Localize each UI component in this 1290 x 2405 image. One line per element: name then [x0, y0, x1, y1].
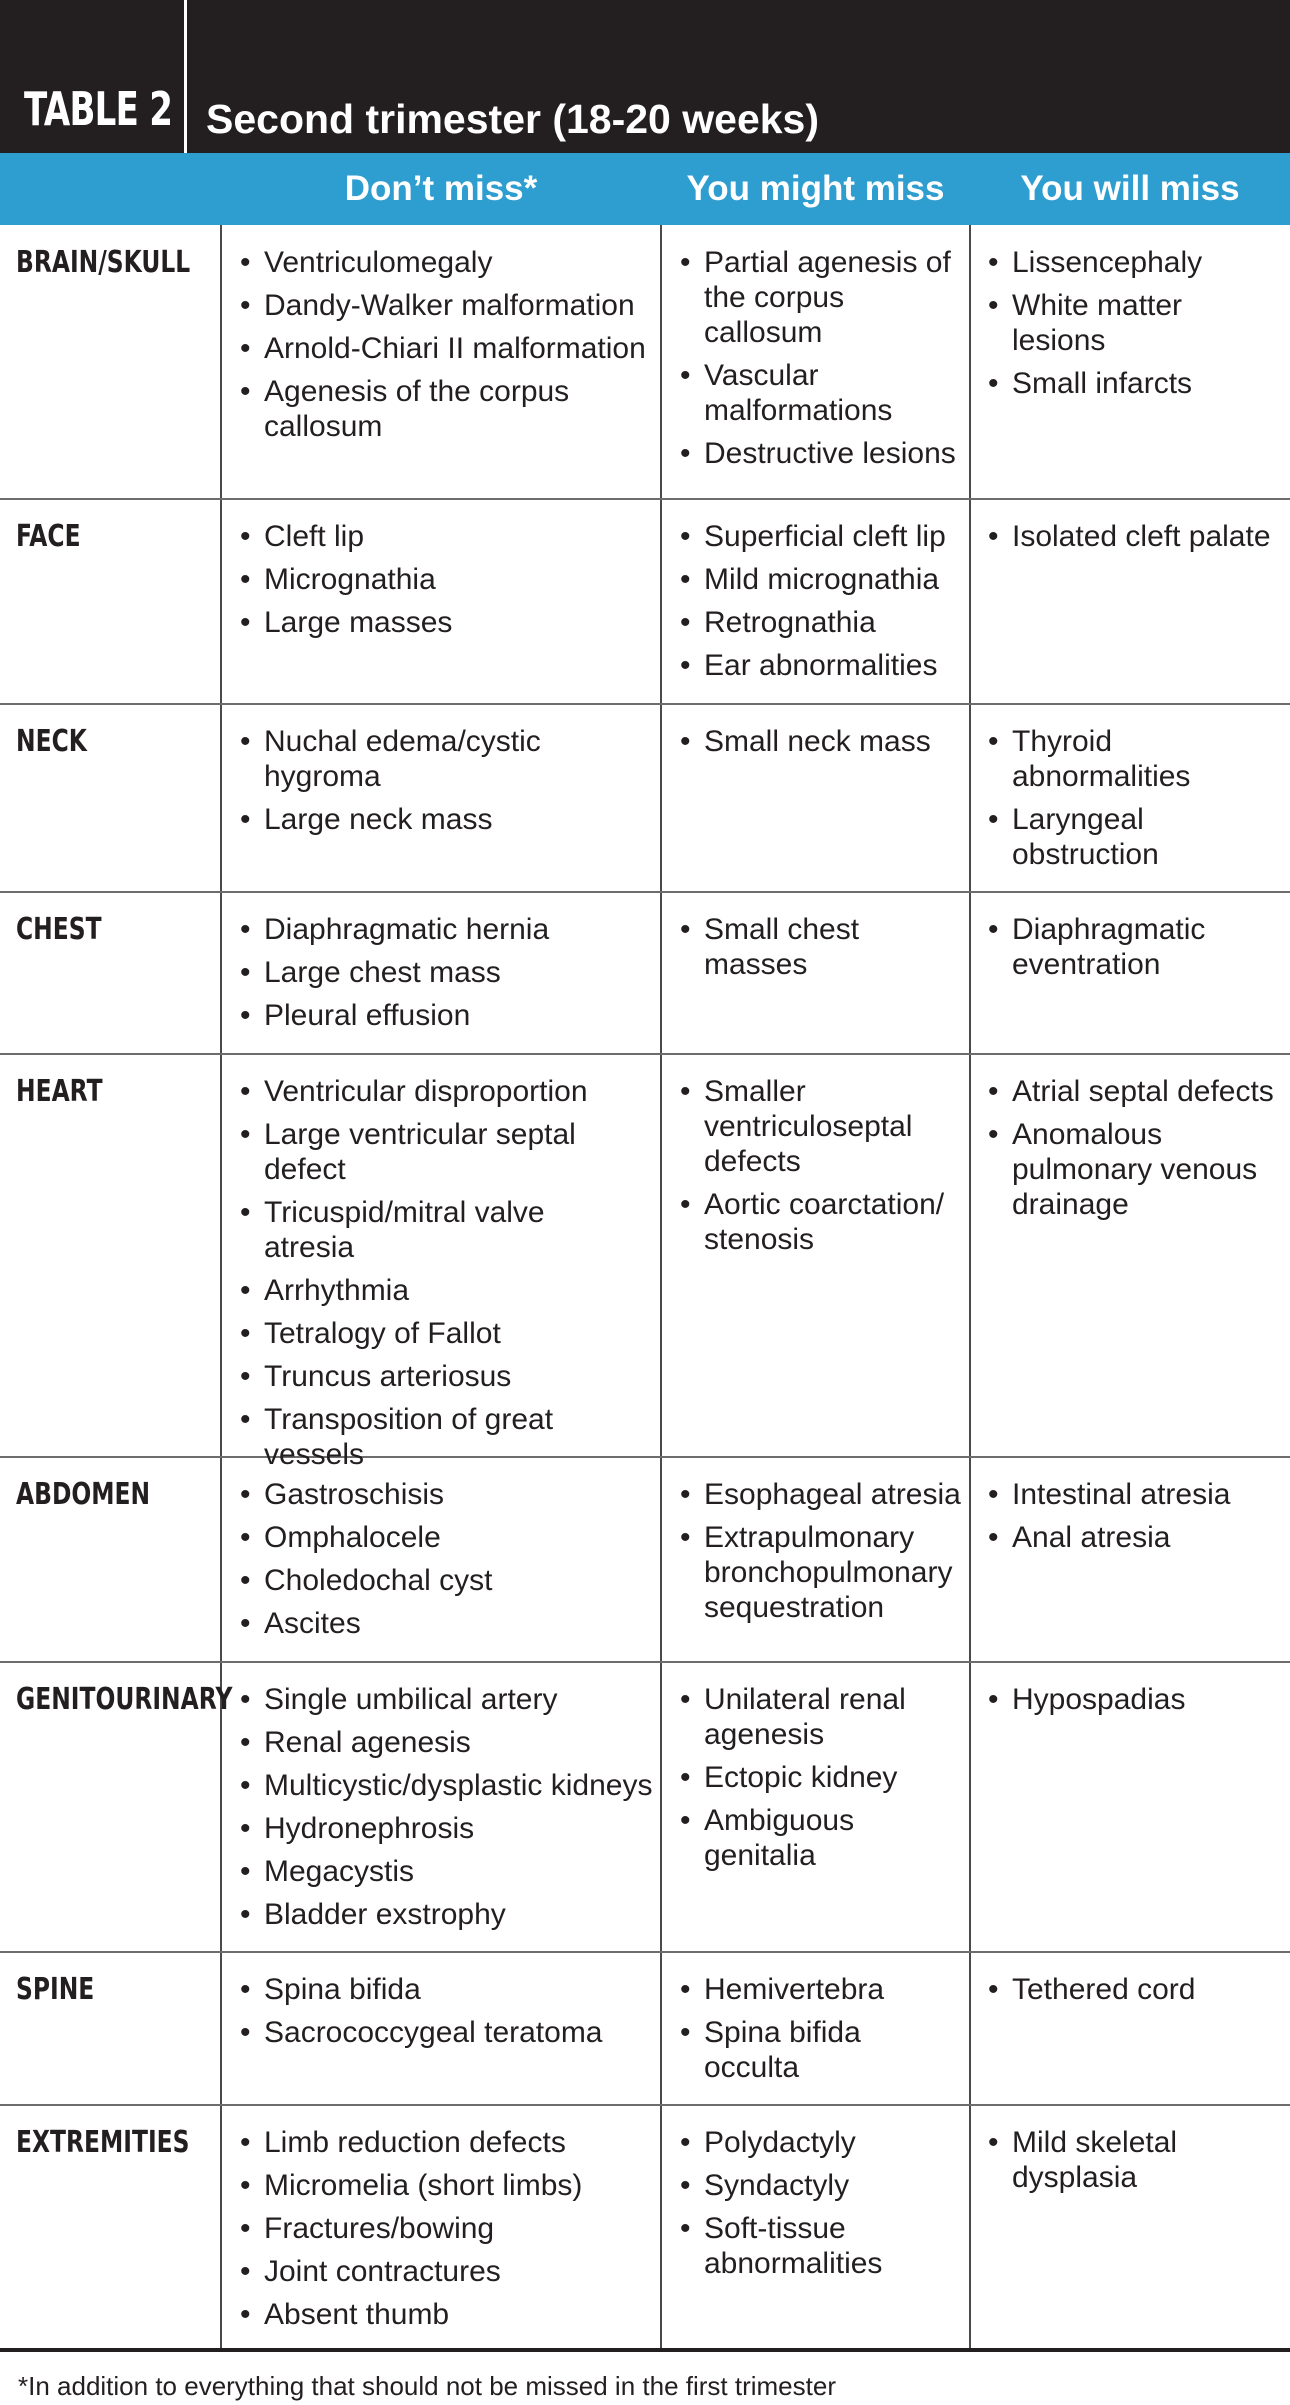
list-item: • Large ventricular septal defect: [240, 1117, 640, 1187]
list-item: • Atrial septal defects: [988, 1074, 1283, 1109]
list-item: • Diaphragmatic hernia: [240, 912, 650, 947]
list-item: • Ambiguous genitalia: [680, 1803, 930, 1873]
list-item: • Tetralogy of Fallot: [240, 1316, 640, 1351]
cell-neck-will-miss: [988, 724, 1228, 880]
list-item: • Renal agenesis: [240, 1725, 660, 1760]
list-item: • Omphalocele: [240, 1520, 650, 1555]
row-label-extremities: EXTREMITIES: [16, 2125, 190, 2160]
cell-face-dont-miss: [240, 519, 650, 648]
list-item: • Pleural effusion: [240, 998, 650, 1033]
cell-brain-skull-dont-miss: [240, 245, 650, 452]
list-item: • Retrognathia: [680, 605, 965, 640]
list-item: • Arrhythmia: [240, 1273, 640, 1308]
table-label: TABLE 2: [24, 82, 173, 136]
cell-heart-dont-miss: [240, 1074, 640, 1480]
cell-abdomen-will-miss: [988, 1477, 1283, 1563]
list-item: • Partial agenesis of the corpus callosum: [680, 245, 960, 350]
list-item: • White matter lesions: [988, 288, 1283, 358]
list-item: • Ear abnormalities: [680, 648, 965, 683]
list-item: • Hypospadias: [988, 1682, 1283, 1717]
cell-chest-dont-miss: [240, 912, 650, 1041]
row-label-genitourinary: GENITOURINARY: [16, 1682, 233, 1717]
row-label-spine: SPINE: [16, 1972, 95, 2007]
column-divider: [660, 225, 662, 2350]
cell-extremities-might-miss: [680, 2125, 920, 2289]
cell-neck-might-miss: [680, 724, 960, 767]
list-item: • Dandy-Walker malformation: [240, 288, 650, 323]
list-item: • Absent thumb: [240, 2297, 650, 2332]
list-item: • Anomalous pulmonary venous drainage: [988, 1117, 1283, 1222]
list-item: • Hemivertebra: [680, 1972, 890, 2007]
column-divider: [969, 225, 971, 2350]
list-item: • Micrognathia: [240, 562, 650, 597]
cell-genitourinary-might-miss: [680, 1682, 930, 1881]
list-item: • Small infarcts: [988, 366, 1283, 401]
cell-neck-dont-miss: [240, 724, 570, 845]
list-item: • Isolated cleft palate: [988, 519, 1283, 554]
list-item: • Aortic coarctation/ stenosis: [680, 1187, 960, 1257]
list-item: • Single umbilical artery: [240, 1682, 660, 1717]
list-item: • Ventricular disproportion: [240, 1074, 640, 1109]
list-item: • Hydronephrosis: [240, 1811, 660, 1846]
row-label-brain-skull: BRAIN/SKULL: [16, 245, 191, 280]
list-item: • Polydactyly: [680, 2125, 920, 2160]
list-item: • Tricuspid/mitral valve atresia: [240, 1195, 640, 1265]
cell-heart-will-miss: [988, 1074, 1283, 1230]
row-divider: [0, 1661, 1290, 1663]
list-item: • Ectopic kidney: [680, 1760, 930, 1795]
cell-abdomen-dont-miss: [240, 1477, 650, 1649]
table-title: Second trimester (18-20 weeks): [206, 96, 819, 142]
list-item: • Tethered cord: [988, 1972, 1283, 2007]
cell-spine-might-miss: [680, 1972, 890, 2093]
list-item: • Laryngeal obstruction: [988, 802, 1228, 872]
list-item: • Joint contractures: [240, 2254, 650, 2289]
list-item: • Thyroid abnormalities: [988, 724, 1228, 794]
list-item: • Soft-tissue abnormalities: [680, 2211, 920, 2281]
list-item: • Superficial cleft lip: [680, 519, 965, 554]
list-item: • Smaller ventriculoseptal defects: [680, 1074, 960, 1179]
header-divider: [184, 0, 187, 153]
row-divider: [0, 1951, 1290, 1953]
footnote: *In addition to everything that should not be missed in the first trimester: [18, 2371, 836, 2401]
cell-extremities-will-miss: [988, 2125, 1218, 2203]
list-item: • Small neck mass: [680, 724, 960, 759]
row-label-face: FACE: [16, 519, 81, 554]
list-item: • Intestinal atresia: [988, 1477, 1283, 1512]
list-item: • Megacystis: [240, 1854, 660, 1889]
cell-chest-will-miss: [988, 912, 1248, 990]
cell-chest-might-miss: [680, 912, 880, 990]
cell-brain-skull-might-miss: [680, 245, 960, 479]
cell-heart-might-miss: [680, 1074, 960, 1265]
list-item: • Limb reduction defects: [240, 2125, 650, 2160]
cell-extremities-dont-miss: [240, 2125, 650, 2340]
list-item: • Arnold-Chiari II malformation: [240, 331, 650, 366]
list-item: • Multicystic/dysplastic kidneys: [240, 1768, 660, 1803]
list-item: • Destructive lesions: [680, 436, 960, 471]
list-item: • Spina bifida occulta: [680, 2015, 890, 2085]
list-item: • Transposition of great vessels: [240, 1402, 640, 1472]
list-item: • Mild skeletal dysplasia: [988, 2125, 1218, 2195]
row-divider: [0, 891, 1290, 893]
column-header-dont-miss: Don’t miss*: [344, 169, 538, 208]
row-divider: [0, 1456, 1290, 1458]
cell-spine-will-miss: [988, 1972, 1283, 2015]
list-item: • Mild micrognathia: [680, 562, 965, 597]
list-item: • Extrapulmonary bronchopulmonary sequestration: [680, 1520, 965, 1625]
list-item: • Lissencephaly: [988, 245, 1283, 280]
cell-spine-dont-miss: [240, 1972, 650, 2058]
list-item: • Micromelia (short limbs): [240, 2168, 650, 2203]
list-item: • Agenesis of the corpus callosum: [240, 374, 650, 444]
cell-abdomen-might-miss: [680, 1477, 965, 1633]
list-item: • Anal atresia: [988, 1520, 1283, 1555]
cell-face-will-miss: [988, 519, 1283, 562]
row-label-abdomen: ABDOMEN: [16, 1477, 151, 1512]
list-item: • Large chest mass: [240, 955, 650, 990]
cell-face-might-miss: [680, 519, 965, 691]
list-item: • Small chest masses: [680, 912, 880, 982]
column-header-will-miss: You will miss: [1020, 169, 1240, 208]
list-item: • Esophageal atresia: [680, 1477, 965, 1512]
list-item: • Unilateral renal agenesis: [680, 1682, 930, 1752]
row-divider: [0, 2104, 1290, 2106]
list-item: • Gastroschisis: [240, 1477, 650, 1512]
list-item: • Diaphragmatic eventration: [988, 912, 1248, 982]
list-item: • Nuchal edema/cystic hygroma: [240, 724, 570, 794]
list-item: • Choledochal cyst: [240, 1563, 650, 1598]
list-item: • Fractures/bowing: [240, 2211, 650, 2246]
row-label-chest: CHEST: [16, 912, 102, 947]
list-item: • Cleft lip: [240, 519, 650, 554]
list-item: • Sacrococcygeal teratoma: [240, 2015, 650, 2050]
row-divider: [0, 498, 1290, 500]
list-item: • Large masses: [240, 605, 650, 640]
column-divider: [220, 225, 222, 2350]
list-item: • Ventriculomegaly: [240, 245, 650, 280]
list-item: • Truncus arteriosus: [240, 1359, 640, 1394]
list-item: • Spina bifida: [240, 1972, 650, 2007]
cell-genitourinary-will-miss: [988, 1682, 1283, 1725]
row-label-heart: HEART: [16, 1074, 103, 1109]
list-item: • Syndactyly: [680, 2168, 920, 2203]
list-item: • Vascular malformations: [680, 358, 960, 428]
table-bottom-rule: [0, 2348, 1290, 2352]
list-item: • Large neck mass: [240, 802, 570, 837]
cell-brain-skull-will-miss: [988, 245, 1283, 409]
list-item: • Bladder exstrophy: [240, 1897, 660, 1932]
row-label-neck: NECK: [16, 724, 87, 759]
list-item: • Ascites: [240, 1606, 650, 1641]
cell-genitourinary-dont-miss: [240, 1682, 660, 1940]
row-divider: [0, 703, 1290, 705]
column-header-might-miss: You might miss: [686, 169, 945, 208]
row-divider: [0, 1053, 1290, 1055]
